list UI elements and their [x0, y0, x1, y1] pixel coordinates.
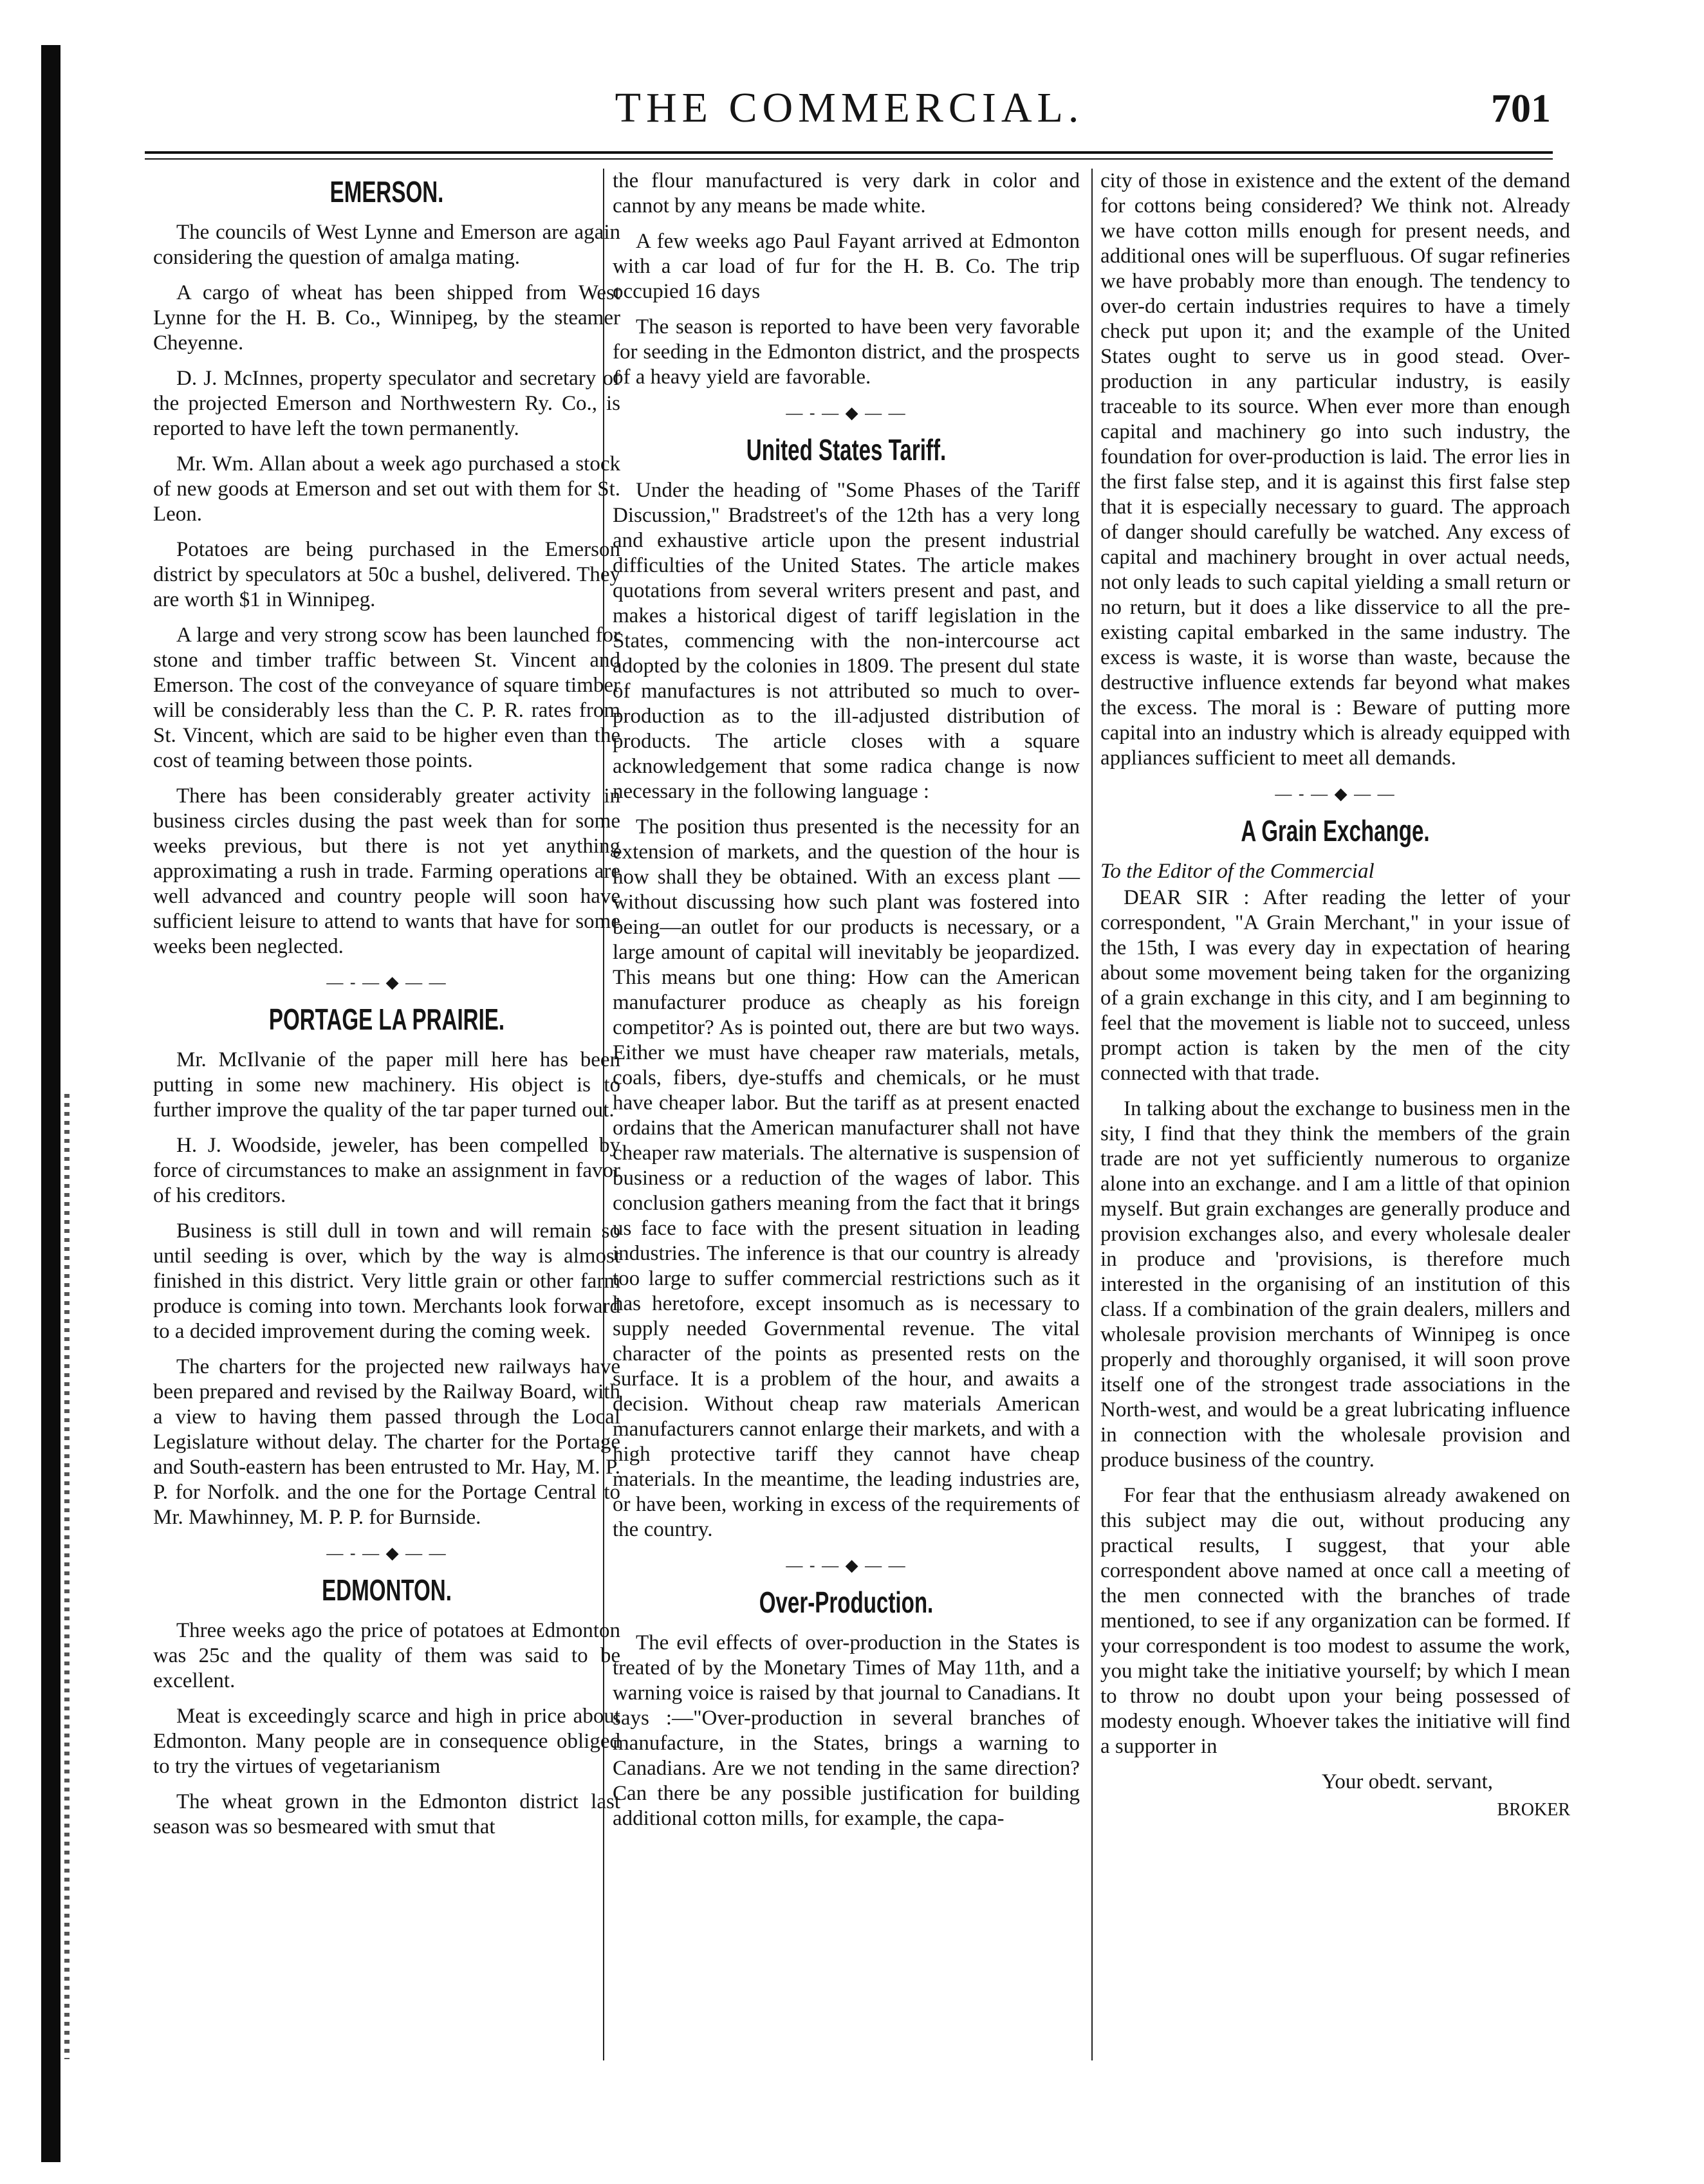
- paragraph: In talking about the exchange to business men in the sity, I find that they think the members of the grain trade are not yet sufficiently numerous to organize alone into an exchange. and I am a little of that opinion myself. But grain exchanges are generally produce and provision exchanges also, and every wholesale dealer in produce and 'provisions, is therefore much interested in the organising of an institution of this class. If a combination of the grain dealers, millers and wholesale provision merchants of Winnipeg is once properly and thoroughly organised, it will soon prove itself one of the strongest trade associations in the North-west, and would be a great lubricating influence in connection with the wholesale provision and produce business of the country.: [1100, 1097, 1570, 1472]
- section-heading-grain-exchange: A Grain Exchange.: [1241, 814, 1430, 847]
- paragraph: The evil effects of over-production in the States is treated of by the Monetary Times of May 11th, and a warning voice is raised by that journal to Canadians. It says :—"Over-production in several branches of manufacture, in the States, brings a warning to Canadians. Are we not tending in the same direction? Can there be any possible justification for building additional cotton mills, for example, the capa-: [613, 1631, 1080, 1830]
- paragraph: DEAR SIR : After reading the letter of your correspondent, "A Grain Merchant," in your issue of the 15th, I was every day in expectation of hearing about some movement being taken for the organizing of a grain exchange in this city, and I am beginning to feel that the movement is liable not to succeed, unless prompt action is taken by the men of the city connected with that trade.: [1100, 886, 1570, 1085]
- section-heading-emerson: EMERSON.: [329, 175, 444, 208]
- section-separator: — - — ◆ — —: [786, 1556, 907, 1575]
- paragraph: the flour manufactured is very dark in color and cannot by any means be made white.: [613, 169, 1080, 217]
- header-rule-thin: [145, 158, 1553, 160]
- paragraph: The wheat grown in the Edmonton district last season was so besmeared with smut that: [153, 1790, 620, 1838]
- paragraph: Potatoes are being purchased in the Emerson district by speculators at 50c a bushel, delivered. They are worth $1 in Winnipeg.: [153, 538, 620, 611]
- paragraph: Meat is exceedingly scarce and high in price about Edmonton. Many people are in consequence obliged to try the virtues of vegetarianism: [153, 1705, 620, 1778]
- column-1: [153, 169, 620, 1850]
- paragraph: A few weeks ago Paul Fayant arrived at Edmonton with a car load of fur for the H. B. Co. The trip occupied 16 days: [613, 230, 1080, 303]
- letter-closing: Your obedt. servant,: [1321, 1770, 1493, 1793]
- section-heading-edmonton: EDMONTON.: [322, 1573, 452, 1607]
- paragraph: The councils of West Lynne and Emerson are again considering the question of amalga mating.: [153, 221, 620, 269]
- section-heading-overproduction: Over-Production.: [759, 1586, 934, 1619]
- section-heading-tariff: United States Tariff.: [746, 433, 947, 467]
- column-divider: [1091, 169, 1093, 2060]
- column-3: [1100, 169, 1570, 1822]
- header-rule-thick: [145, 151, 1553, 154]
- paragraph: city of those in existence and the extent of the demand for cottons being considered? We think not. Already we have cotton mills enough for present needs, and additional ones will be superfluous. Of sugar refineries we have probably more than enough. The tendency to over-do certain industries requires to have a timely check put upon it; and the example of the United States ought to serve us in good stead. Over-production in any particular industry, is easily traceable to its source. When ever more than enough capital and machinery go into such industry, the foundation for over-production is laid. The error lies in the first false step, and it is against this first false step that it is especially necessary to guard. The approach of danger should carefully be watched. Any excess of capital and machinery brought in over actual needs, not only leads to such capital yielding a small return or no return, but it does a like disservice to all the pre-existing capital embarked in the same industry. The excess is waste, it is worse than waste, because the destructive influence extends far beyond what makes the excess. The moral is : Beware of putting more capital into an industry which is already equipped with appliances sufficient to meet all demands.: [1100, 169, 1570, 770]
- publication-title: THE COMMERCIAL.: [615, 84, 1084, 131]
- section-separator: — - — ◆ — —: [326, 1544, 447, 1562]
- page-binding-edge: [41, 45, 60, 2162]
- paragraph: Business is still dull in town and will remain so until seeding is over, which by the way is almost finished in this district. Very little grain or other farm produce is coming into town. Merchants look forward to a decided improvement during the coming week.: [153, 1219, 620, 1343]
- paragraph: Three weeks ago the price of potatoes at Edmonton was 25c and the quality of them was said to be excellent.: [153, 1619, 620, 1692]
- page-number: 701: [1491, 87, 1551, 131]
- section-separator: — - — ◆ — —: [786, 403, 907, 422]
- paragraph: Mr. McIlvanie of the paper mill here has been putting in some new machinery. His object is to further improve the quality of the tar paper turned out.: [153, 1048, 620, 1122]
- paragraph: A large and very strong scow has been launched for stone and timber traffic between St. Vincent and Emerson. The cost of the conveyance of square timber will be considerably less than the C. P. R. rates from St. Vincent, which are said to be higher even than the cost of teaming between those points.: [153, 624, 620, 772]
- column-2: [613, 169, 1080, 1842]
- section-separator: — - — ◆ — —: [326, 973, 447, 992]
- paragraph: The season is reported to have been very favorable for seeding in the Edmonton district, and the prospects of a heavy yield are favorable.: [613, 315, 1080, 389]
- paragraph: D. J. McInnes, property speculator and secretary of the projected Emerson and Northwestern Ry. Co., is reported to have left the town permanently.: [153, 367, 620, 440]
- paragraph: H. J. Woodside, jeweler, has been compelled by force of circumstances to make an assignment in favor of his creditors.: [153, 1134, 620, 1207]
- section-separator: — - — ◆ — —: [1275, 784, 1396, 803]
- masthead: [148, 84, 1551, 142]
- letter-salutation-line: To the Editor of the Commercial: [1100, 860, 1375, 883]
- paragraph: Mr. Wm. Allan about a week ago purchased a stock of new goods at Emerson and set out with them for St. Leon.: [153, 452, 620, 526]
- paragraph: A cargo of wheat has been shipped from West Lynne for the H. B. Co., Winnipeg, by the steamer Cheyenne.: [153, 281, 620, 355]
- letter-signature: BROKER: [1497, 1800, 1570, 1820]
- paragraph: The charters for the projected new railways have been prepared and revised by the Railway Board, with a view to having them passed through the Local Legislature without delay. The charter for the Portage and South-eastern has been entrusted to Mr. Hay, M. P. P. for Norfolk. and the one for the Portage Central to Mr. Mawhinney, M. P. P. for Burnside.: [153, 1355, 620, 1529]
- paragraph: The position thus presented is the necessity for an extension of markets, and the question of the hour is how shall they be obtained. With an excess plant — without discussing how such plant was fostered into being—an outlet for our products is necessary, or a large amount of capital will inevitably be jeopardized. This means but one thing: How can the American manufacturer produce as cheaply as his foreign competitor? As is pointed out, there are but two ways. Either we must have cheaper raw materials, metals, coals, fibers, dye-stuffs and chemicals, or he must have cheaper labor. But the tariff as at present enacted ordains that the American manufacturer shall not have cheaper raw materials. The alternative is suspension of business or a reduction of the wages of labor. This conclusion gathers meaning from the fact that it brings us face to face with the present situation in leading industries. The inference is that our country is already too large to suffer commercial restrictions such as it has heretofore, except insomuch as is necessary to supply needed Governmental revenue. The vital character of the points as presented rests on the surface. It is a problem of the hour, and awaits a decision. Without cheap raw materials American manufacturers cannot enlarge their markets, and with a high protective tariff they cannot have cheap materials. In the meantime, the leading industries are, or have been, working in excess of the requirements of the country.: [613, 815, 1080, 1541]
- paragraph: Under the heading of "Some Phases of the Tariff Discussion," Bradstreet's of the 12th has a very long and exhaustive article upon the present industrial difficulties of the United States. The article makes quotations from several writers present and past, and makes a historical digest of tariff legislation in the States, commencing with the non-intercourse act adopted by the colonies in 1809. The present dul state of manufactures is not attributed so much to over-production as to the ill-adjusted distribution of products. The article closes with a square acknowledgement that some radica change is now necessary in the following language :: [613, 479, 1080, 803]
- section-heading-portage: PORTAGE LA PRAIRIE.: [268, 1003, 505, 1036]
- paragraph: There has been considerably greater activity in business circles dusing the past week than for some weeks previous, but there is not yet anything approximating a rush in trade. Farming operations are well advanced and country people will soon have sufficient leisure to attend to wants that have for some weeks been neglected.: [153, 784, 620, 958]
- paragraph: For fear that the enthusiasm already awakened on this subject may die out, without producing any practical results, I suggest, that your able correspondent above named at once call a meeting of the men connected with the branches of trade mentioned, to see if any organization can be formed. If your correspondent is too modest to assume the work, you might take the initiative yourself; by which I mean to throw no doubt upon your being possessed of modesty enough. Whoever takes the initiative will find a supporter in: [1100, 1484, 1570, 1758]
- page-binding-shadow: [64, 1094, 69, 2059]
